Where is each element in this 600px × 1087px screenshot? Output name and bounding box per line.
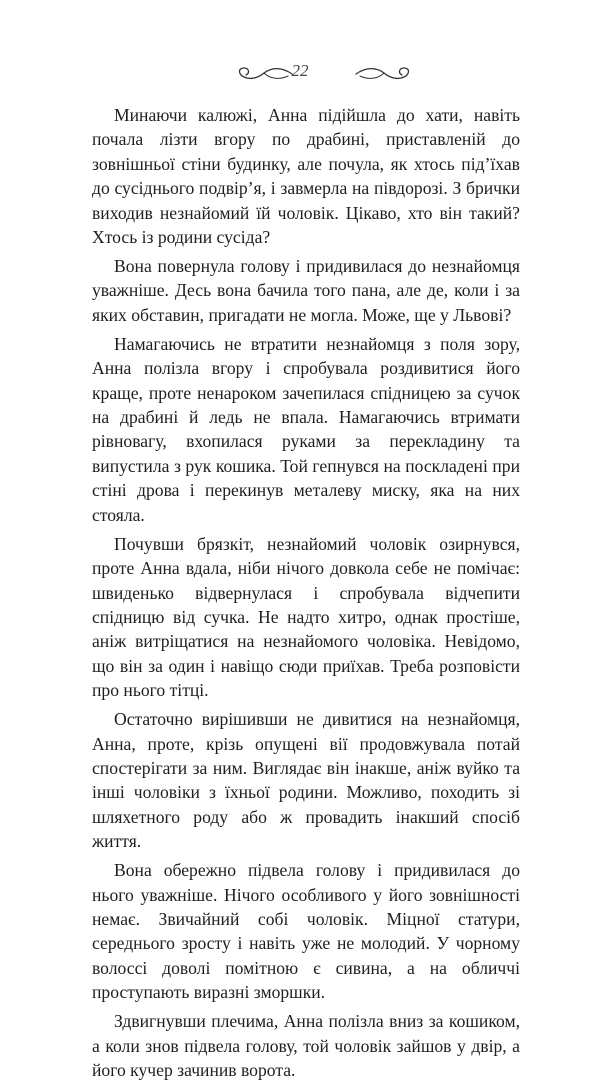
paragraph: Намагаючись не втратити незнайомця з поля зору, Анна полізла вгору і спробувала роздивитися його краще, проте ненароком зачепилася спідницею за сучок на драбині й ледь не впала. Намагаючись втримати рівновагу, вхопилася руками за перекладину та випустила з рук кошика. Той гепнувся на поскладені при стіні дрова і перекинув металеву миску, яка на них стояла. (92, 333, 520, 525)
page-header (0, 58, 600, 88)
paragraph: Почувши брязкіт, незнайомий чоловік озирнувся, проте Анна вдала, ніби нічого довкола себе не помічає: швиденько відвернулася і спробувала відчепити спідницю від сучка. Не надто хитро, однак простіше, аніж витріщатися на незнайомого чоловіка. Невідомо, що він за один і навіщо сюди приїхав. Треба розповісти про нього тітці. (92, 533, 520, 701)
right-flourish-ornament (352, 64, 416, 84)
paragraph: Остаточно вирішивши не дивитися на незнайомця, Анна, проте, крізь опущені вії продовжувала потай спостерігати за ним. Виглядає він інакше, аніж вуйко та інші чоловіки з їхньої родини. Можливо, походить зі шляхетного роду або ж провадить інакший спосіб життя. (92, 709, 520, 852)
paragraph: Здвигнувши плечима, Анна полізла вниз за кошиком, а коли знов підвела голову, той чоловік зайшов у двір, а його кучер зачинив ворота. (92, 1011, 520, 1080)
paragraph: Вона повернула голову і придивилася до незнайомця уважніше. Десь вона бачила того пана, але де, коли і за яких обставин, пригадати не могла. Може, ще у Львові? (92, 256, 520, 325)
paragraph: Минаючи калюжі, Анна підійшла до хати, навіть почала лізти вгору по драбині, приставленій до зовнішньої стіни будинку, але почула, як хтось під’їхав до сусіднього подвір’я, і завмерла на півдорозі. З брички виходив незнайомий їй чоловік. Цікаво, хто він такий? Хтось із родини сусіда? (92, 105, 520, 248)
paragraph: Вона обережно підвела голову і придивилася до нього уважніше. Нічого особливого у його зовнішності немає. Звичайний собі чоловік. Міцної статури, середнього зросту і навіть уже не молодий. У чорному волоссі доволі помітною є сивина, а на обличчі проступають виразні зморшки. (92, 860, 520, 1003)
page-number: 22 (291, 61, 309, 80)
body-text (92, 103, 520, 1087)
